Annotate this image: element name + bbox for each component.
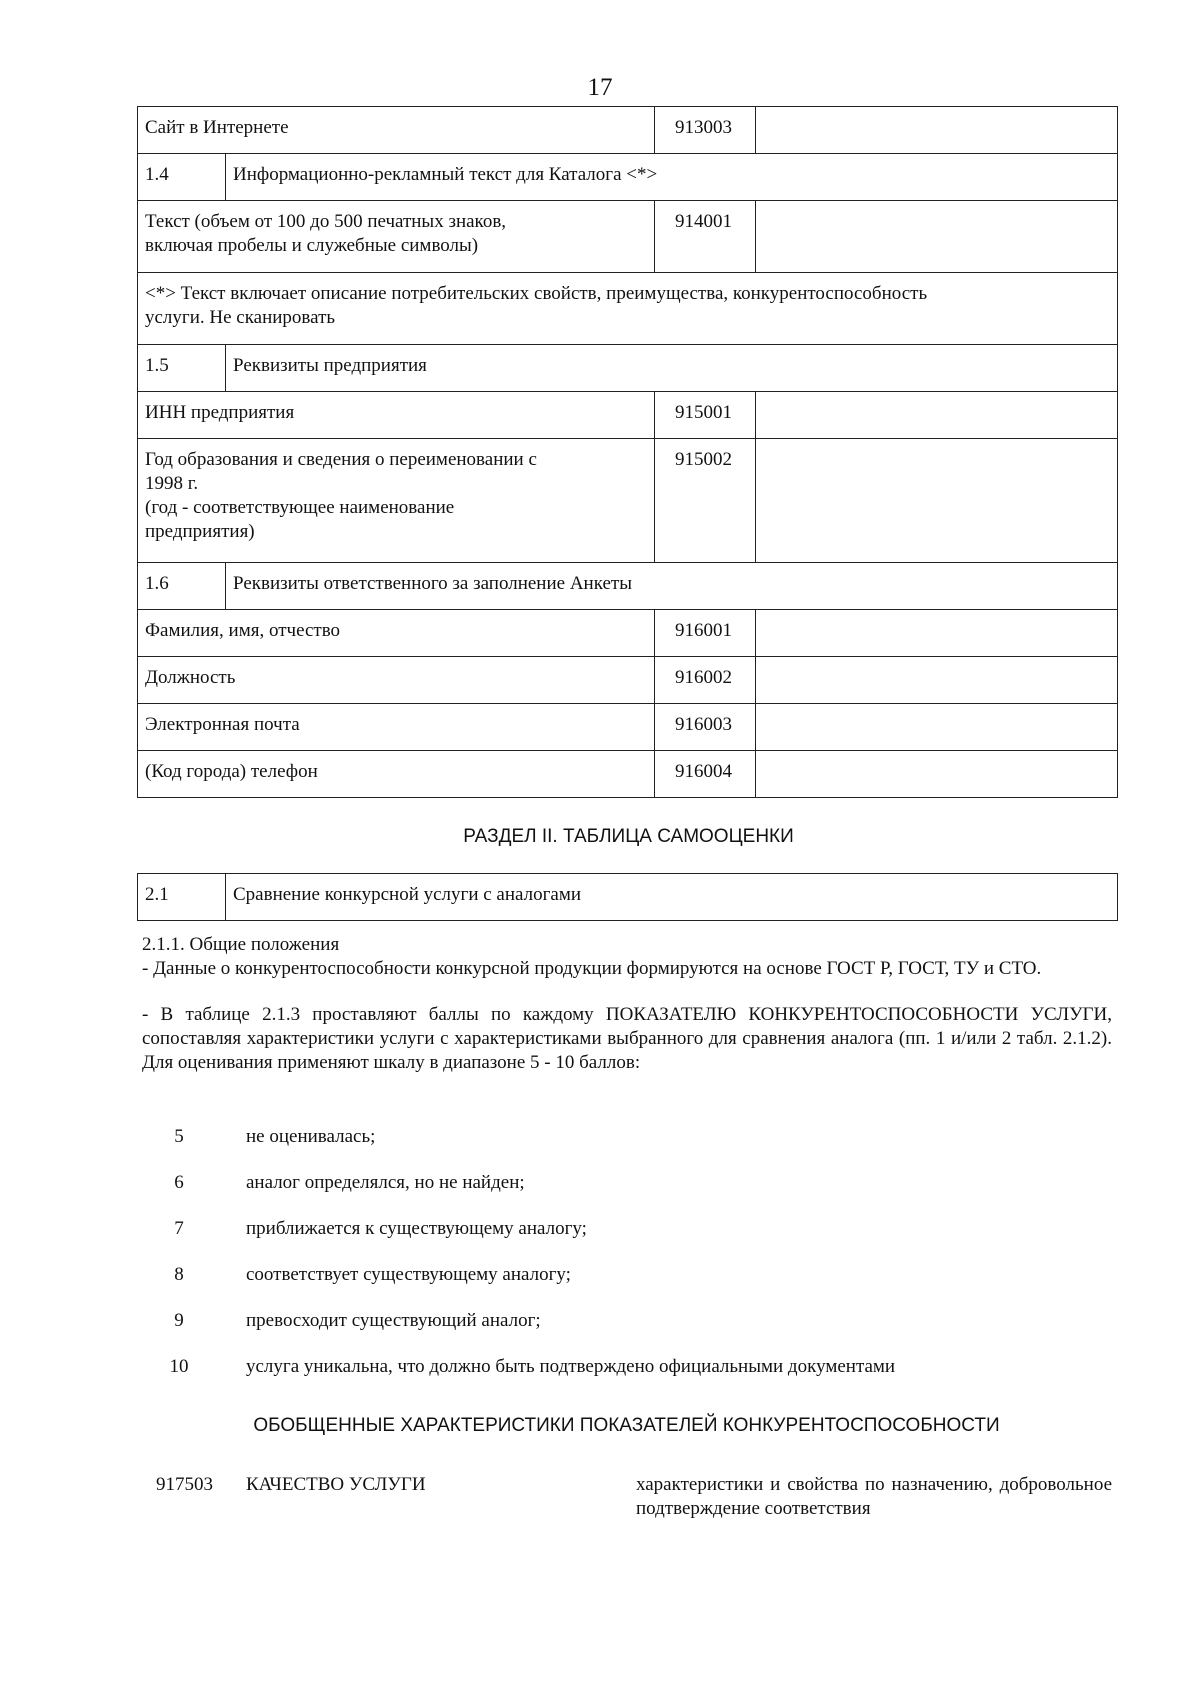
page-number: 17 [587, 74, 613, 101]
footnote-row [138, 273, 1118, 345]
list-item [142, 1125, 1112, 1171]
website-label: Сайт в Интернете [138, 107, 655, 154]
table-row [138, 751, 1118, 798]
founding-year-value-field[interactable] [756, 439, 1118, 563]
fio-value-field[interactable] [756, 610, 1118, 657]
section-title: Сравнение конкурсной услуги с аналогами [226, 874, 1118, 921]
list-item [142, 1309, 1112, 1355]
general-paragraph: - Данные о конкурентоспособности конкурсной продукции формируются на основе ГОСТ Р, ГОСТ, ТУ и СТО. [142, 958, 1042, 979]
section-number: 2.1 [138, 874, 226, 921]
email-code: 916003 [655, 704, 756, 751]
label-line: 1998 г. [145, 473, 199, 494]
fio-code: 916001 [655, 610, 756, 657]
score-value: 6 [174, 1172, 184, 1193]
section-row-2-1 [138, 874, 1118, 921]
section-number: 1.6 [138, 563, 226, 610]
label-line: предприятия) [145, 521, 255, 542]
label-line: (год - соответствующее наименование [145, 497, 455, 518]
table-row [138, 439, 1118, 563]
inn-value-field[interactable] [756, 392, 1118, 439]
score-value: 5 [174, 1126, 184, 1147]
position-label: Должность [138, 657, 655, 704]
position-value-field[interactable] [756, 657, 1118, 704]
footnote [138, 273, 1118, 345]
catalog-text-code: 914001 [655, 201, 756, 273]
indicator-description: характеристики и свойства по назначению, добровольное подтверждение соответствия [636, 1474, 1112, 1519]
phone-label: (Код города) телефон [138, 751, 655, 798]
score-description: аналог определялся, но не найден; [246, 1172, 525, 1193]
inn-code: 915001 [655, 392, 756, 439]
score-value: 7 [174, 1218, 184, 1239]
email-label: Электронная почта [138, 704, 655, 751]
section-row-1-6 [138, 563, 1118, 610]
indicator-name: КАЧЕСТВО УСЛУГИ [246, 1474, 426, 1495]
list-item [142, 1171, 1112, 1217]
table-row [138, 201, 1118, 273]
list-item [142, 1355, 1112, 1401]
score-value: 9 [174, 1310, 184, 1331]
score-scale [142, 1125, 1112, 1401]
section-title: Реквизиты ответственного за заполнение Анкеты [226, 563, 1118, 610]
section-number: 1.4 [138, 154, 226, 201]
founding-year-label [138, 439, 655, 563]
table-row [138, 107, 1118, 154]
enterprise-info-table [137, 106, 1118, 798]
footnote-line: <*> Текст включает описание потребительских свойств, преимущества, конкурентоспособность [145, 283, 928, 304]
general-provisions [142, 933, 1112, 1075]
score-description: соответствует существующему аналогу; [246, 1264, 571, 1285]
table-row [138, 610, 1118, 657]
summary-title: ОБОБЩЕННЫЕ ХАРАКТЕРИСТИКИ ПОКАЗАТЕЛЕЙ КОНКУРЕНТОСПОСОБНОСТИ [253, 1415, 1000, 1436]
website-value-field[interactable] [756, 107, 1118, 154]
label-line: Текст (объем от 100 до 500 печатных знаков, [145, 211, 507, 232]
score-description: превосходит существующий аналог; [246, 1310, 541, 1331]
section-2-1-table [137, 873, 1118, 921]
section-title: Информационно-рекламный текст для Каталога <*> [226, 154, 1118, 201]
score-description: услуга уникальна, что должно быть подтверждено официальными документами [246, 1356, 896, 1377]
phone-code: 916004 [655, 751, 756, 798]
score-value: 8 [174, 1264, 184, 1285]
footnote-line: услуги. Не сканировать [145, 307, 336, 328]
phone-value-field[interactable] [756, 751, 1118, 798]
fio-label: Фамилия, имя, отчество [138, 610, 655, 657]
list-item [142, 1217, 1112, 1263]
indicator-row [142, 1473, 1112, 1533]
inn-label: ИНН предприятия [138, 392, 655, 439]
indicator-code: 917503 [156, 1474, 213, 1495]
label-line: Год образования и сведения о переименовании с [145, 449, 537, 470]
catalog-text-label [138, 201, 655, 273]
general-heading: 2.1.1. Общие положения [142, 934, 340, 955]
section-title: Реквизиты предприятия [226, 345, 1118, 392]
section-row-1-5 [138, 345, 1118, 392]
section-row-1-4 [138, 154, 1118, 201]
score-description: приближается к существующему аналогу; [246, 1218, 587, 1239]
table-row [138, 657, 1118, 704]
list-item [142, 1263, 1112, 1309]
position-code: 916002 [655, 657, 756, 704]
table-row [138, 704, 1118, 751]
label-line: включая пробелы и служебные символы) [145, 235, 479, 256]
section-2-title: РАЗДЕЛ II. ТАБЛИЦА САМООЦЕНКИ [463, 826, 794, 847]
website-code: 913003 [655, 107, 756, 154]
founding-year-code: 915002 [655, 439, 756, 563]
score-description: не оценивалась; [246, 1126, 376, 1147]
table-row [138, 392, 1118, 439]
general-paragraph: - В таблице 2.1.3 проставляют баллы по каждому ПОКАЗАТЕЛЮ КОНКУРЕНТОСПОСОБНОСТИ УСЛУГИ, сопоставляя характеристики услуги с характеристиками выбранного для сравнения аналога (пп. 1 и/или 2 табл. 2.1.2). Для оценивания применяют шкалу в диапазоне 5 - 10 баллов: [142, 1004, 1112, 1073]
score-value: 10 [169, 1356, 189, 1377]
section-number: 1.5 [138, 345, 226, 392]
email-value-field[interactable] [756, 704, 1118, 751]
catalog-text-value-field[interactable] [756, 201, 1118, 273]
